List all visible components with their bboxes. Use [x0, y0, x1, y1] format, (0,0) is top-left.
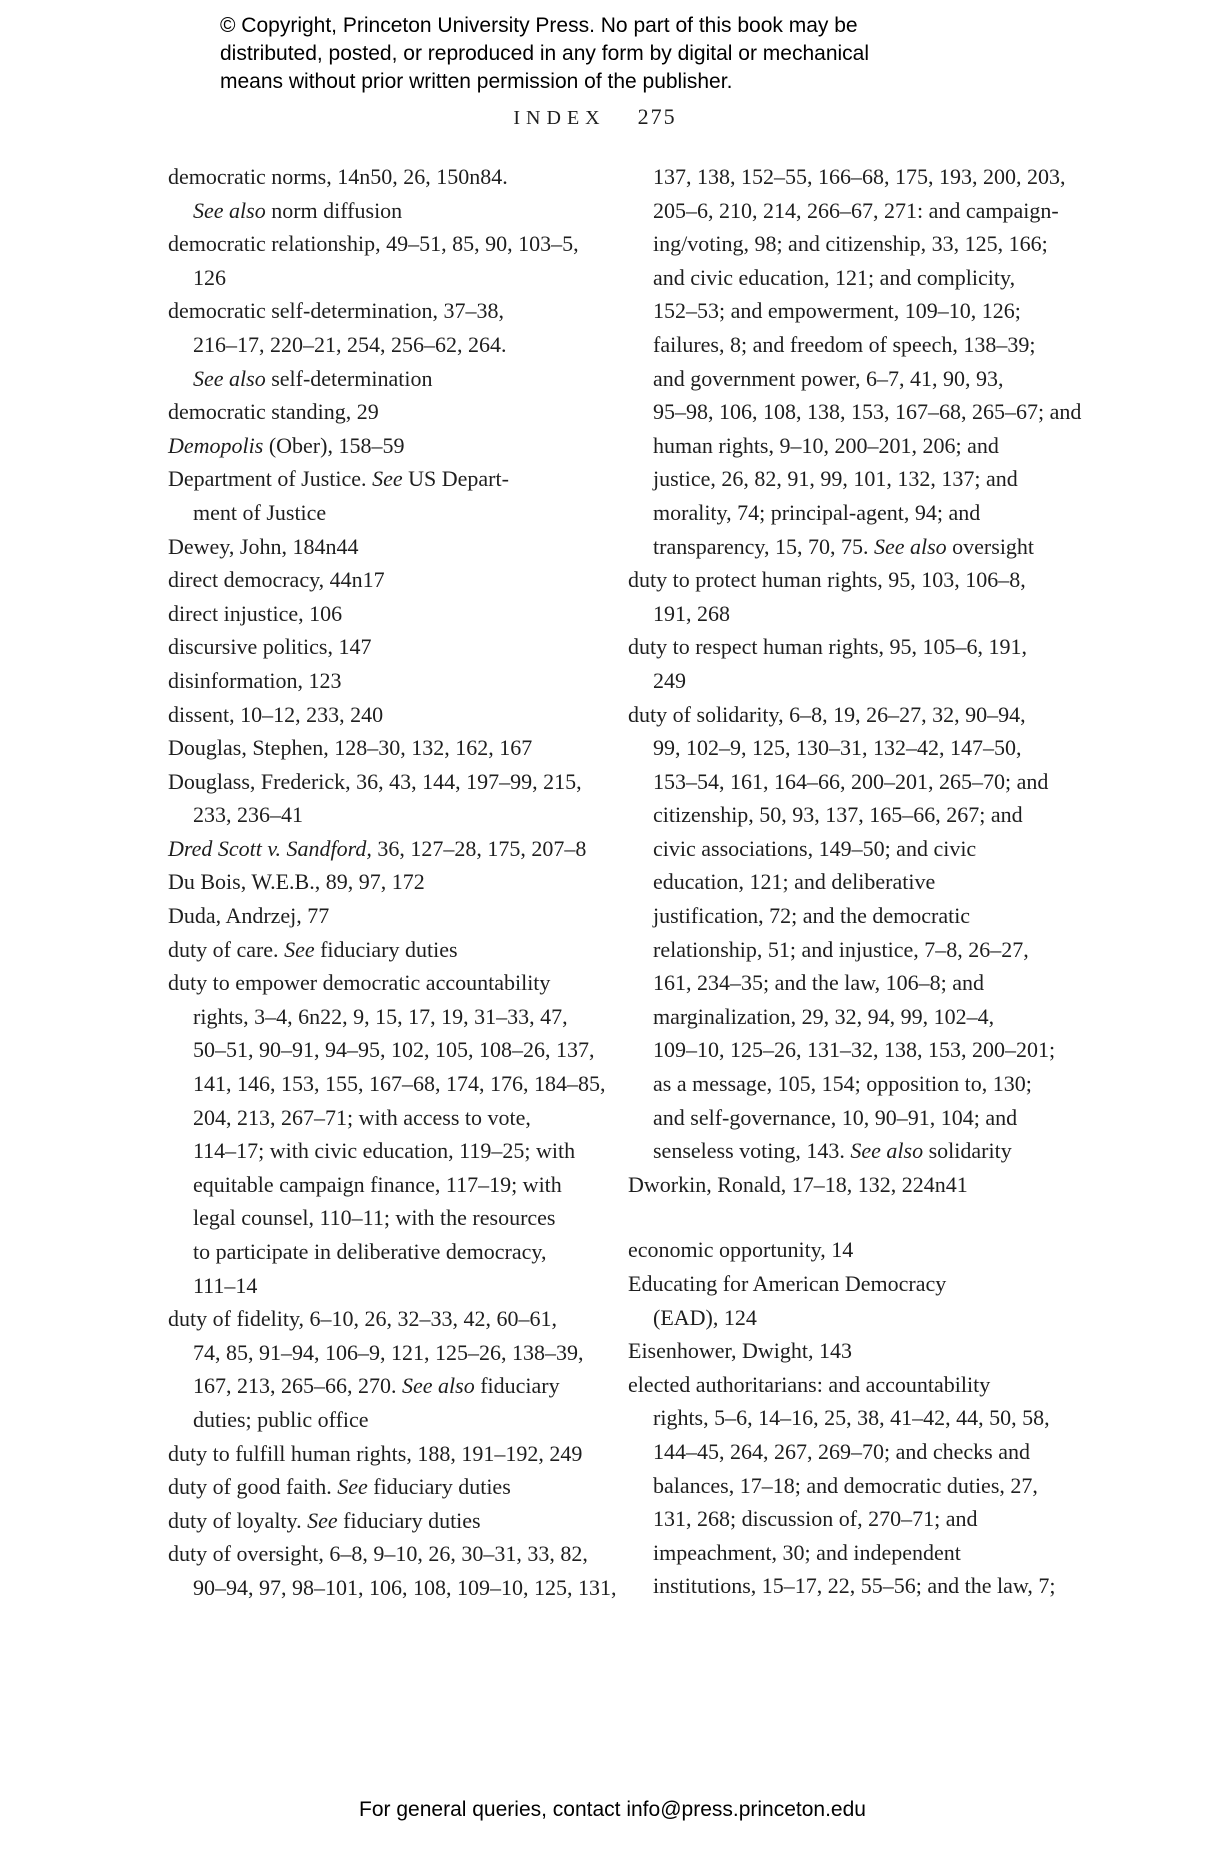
- index-line: as a message, 105, 154; opposition to, 130;: [653, 1071, 1032, 1097]
- index-line: dissent, 10–12, 233, 240: [168, 701, 384, 727]
- index-line: legal counsel, 110–11; with the resources: [193, 1205, 556, 1231]
- index-line: Dred Scott v. Sandford, 36, 127–28, 175, 207–8: [168, 835, 587, 861]
- index-line: democratic self-determination, 37–38,: [168, 298, 504, 324]
- index-line: duty of loyalty. See fiduciary duties: [168, 1507, 481, 1533]
- index-line: equitable campaign finance, 117–19; with: [193, 1171, 562, 1197]
- copyright-line: means without prior written permission of the publisher.: [220, 70, 733, 93]
- index-line: transparency, 15, 70, 75. See also oversight: [653, 533, 1035, 559]
- index-line: human rights, 9–10, 200–201, 206; and: [653, 432, 999, 458]
- index-line: ing/voting, 98; and citizenship, 33, 125, 166;: [653, 231, 1048, 257]
- index-line: 249: [653, 667, 686, 693]
- index-line: direct injustice, 106: [168, 600, 343, 626]
- index-column-left: [168, 160, 618, 1605]
- index-line: duty to respect human rights, 95, 105–6, 191,: [628, 634, 1028, 660]
- index-line: 205–6, 210, 214, 266–67, 271: and campaign-: [653, 197, 1059, 223]
- index-line: relationship, 51; and injustice, 7–8, 26–27,: [653, 936, 1029, 962]
- index-line: 167, 213, 265–66, 270. See also fiduciary: [193, 1373, 560, 1399]
- index-line: 137, 138, 152–55, 166–68, 175, 193, 200, 203,: [653, 164, 1066, 189]
- index-column-right: [628, 160, 1118, 1603]
- index-line: 161, 234–35; and the law, 106–8; and: [653, 970, 984, 996]
- index-line: democratic norms, 14n50, 26, 150n84.: [168, 164, 508, 189]
- index-line: duties; public office: [193, 1406, 369, 1432]
- index-line: democratic relationship, 49–51, 85, 90, 103–5,: [168, 231, 579, 257]
- index-line: See also self-determination: [193, 365, 433, 391]
- index-line: Dewey, John, 184n44: [168, 533, 359, 559]
- section-gap: [628, 1201, 1118, 1233]
- index-line: rights, 3–4, 6n22, 9, 15, 17, 19, 31–33, 47,: [193, 1003, 568, 1029]
- index-line: direct democracy, 44n17: [168, 567, 385, 593]
- index-line: Educating for American Democracy: [628, 1271, 947, 1296]
- index-line: and self-governance, 10, 90–91, 104; and: [653, 1104, 1018, 1130]
- index-line: failures, 8; and freedom of speech, 138–39;: [653, 331, 1036, 357]
- index-line: justification, 72; and the democratic: [653, 903, 971, 929]
- index-line: 74, 85, 91–94, 106–9, 121, 125–26, 138–39,: [193, 1339, 584, 1365]
- index-line: marginalization, 29, 32, 94, 99, 102–4,: [653, 1003, 995, 1029]
- index-line: 152–53; and empowerment, 109–10, 126;: [653, 298, 1021, 324]
- index-line: 233, 236–41: [193, 802, 303, 828]
- index-line: duty to fulfill human rights, 188, 191–192, 249: [168, 1440, 583, 1466]
- index-line: civic associations, 149–50; and civic: [653, 835, 977, 861]
- index-line: 126: [193, 264, 226, 290]
- page-number: 275: [637, 104, 677, 129]
- index-line: morality, 74; principal-agent, 94; and: [653, 499, 981, 525]
- index-line: 99, 102–9, 125, 130–31, 132–42, 147–50,: [653, 735, 1022, 761]
- index-line: disinformation, 123: [168, 667, 342, 693]
- index-line: 131, 268; discussion of, 270–71; and: [653, 1506, 978, 1532]
- index-line: Duda, Andrzej, 77: [168, 903, 330, 929]
- index-line: 109–10, 125–26, 131–32, 138, 153, 200–201;: [653, 1037, 1056, 1063]
- index-line: duty to empower democratic accountability: [168, 970, 551, 996]
- index-line: duty of fidelity, 6–10, 26, 32–33, 42, 60–61,: [168, 1306, 558, 1332]
- index-line: See also norm diffusion: [193, 197, 403, 223]
- index-line: Du Bois, W.E.B., 89, 97, 172: [168, 869, 425, 895]
- index-line: institutions, 15–17, 22, 55–56; and the law, 7;: [653, 1573, 1056, 1599]
- index-line: (EAD), 124: [653, 1304, 757, 1330]
- index-line: duty to protect human rights, 95, 103, 106–8,: [628, 567, 1026, 593]
- index-line: duty of good faith. See fiduciary duties: [168, 1474, 511, 1500]
- index-line: 50–51, 90–91, 94–95, 102, 105, 108–26, 137,: [193, 1037, 595, 1063]
- index-line: Douglas, Stephen, 128–30, 132, 162, 167: [168, 735, 533, 761]
- copyright-line: distributed, posted, or reproduced in any form by digital or mechanical: [220, 42, 870, 65]
- index-line: citizenship, 50, 93, 137, 165–66, 267; and: [653, 802, 1023, 828]
- index-line: Department of Justice. See US Depart-: [168, 466, 509, 492]
- page-title: INDEX: [513, 107, 606, 129]
- index-line: 153–54, 161, 164–66, 200–201, 265–70; and: [653, 768, 1049, 794]
- page-header: [142, 104, 1048, 130]
- index-line: justice, 26, 82, 91, 99, 101, 132, 137; and: [653, 466, 1018, 492]
- index-line: economic opportunity, 14: [628, 1237, 854, 1263]
- copyright-line: © Copyright, Princeton University Press. No part of this book may be: [220, 14, 858, 37]
- index-line: 114–17; with civic education, 119–25; with: [193, 1138, 576, 1164]
- index-line: ment of Justice: [193, 499, 327, 525]
- index-line: duty of oversight, 6–8, 9–10, 26, 30–31, 33, 82,: [168, 1541, 588, 1567]
- index-line: balances, 17–18; and democratic duties, 27,: [653, 1472, 1038, 1498]
- index-line: Dworkin, Ronald, 17–18, 132, 224n41: [628, 1171, 968, 1197]
- index-line: 90–94, 97, 98–101, 106, 108, 109–10, 125, 131,: [193, 1574, 617, 1600]
- index-line: discursive politics, 147: [168, 634, 372, 660]
- index-line: 144–45, 264, 267, 269–70; and checks and: [653, 1438, 1030, 1464]
- index-line: and civic education, 121; and complicity,: [653, 264, 1016, 290]
- footer-contact-note: For general queries, contact info@press.princeton.edu: [359, 1798, 866, 1821]
- index-line: 216–17, 220–21, 254, 256–62, 264.: [193, 331, 507, 357]
- index-line: 191, 268: [653, 600, 730, 626]
- index-line: senseless voting, 143. See also solidarity: [653, 1138, 1012, 1164]
- index-line: democratic standing, 29: [168, 399, 379, 425]
- index-line: Eisenhower, Dwight, 143: [628, 1338, 852, 1364]
- copyright-notice: [220, 12, 869, 96]
- index-line: Demopolis (Ober), 158–59: [168, 432, 405, 458]
- index-line: 95–98, 106, 108, 138, 153, 167–68, 265–67; and: [653, 399, 1082, 425]
- index-line: duty of care. See fiduciary duties: [168, 936, 458, 962]
- index-line: 204, 213, 267–71; with access to vote,: [193, 1104, 531, 1130]
- index-line: duty of solidarity, 6–8, 19, 26–27, 32, 90–94,: [628, 701, 1026, 727]
- index-line: 111–14: [193, 1272, 258, 1298]
- index-line: impeachment, 30; and independent: [653, 1539, 961, 1565]
- index-line: rights, 5–6, 14–16, 25, 38, 41–42, 44, 50, 58,: [653, 1405, 1050, 1431]
- index-line: to participate in deliberative democracy,: [193, 1239, 547, 1264]
- index-line: elected authoritarians: and accountability: [628, 1371, 991, 1397]
- index-line: education, 121; and deliberative: [653, 869, 936, 895]
- index-line: and government power, 6–7, 41, 90, 93,: [653, 365, 1004, 391]
- index-line: Douglass, Frederick, 36, 43, 144, 197–99, 215,: [168, 768, 582, 794]
- index-line: 141, 146, 153, 155, 167–68, 174, 176, 184–85,: [193, 1071, 606, 1097]
